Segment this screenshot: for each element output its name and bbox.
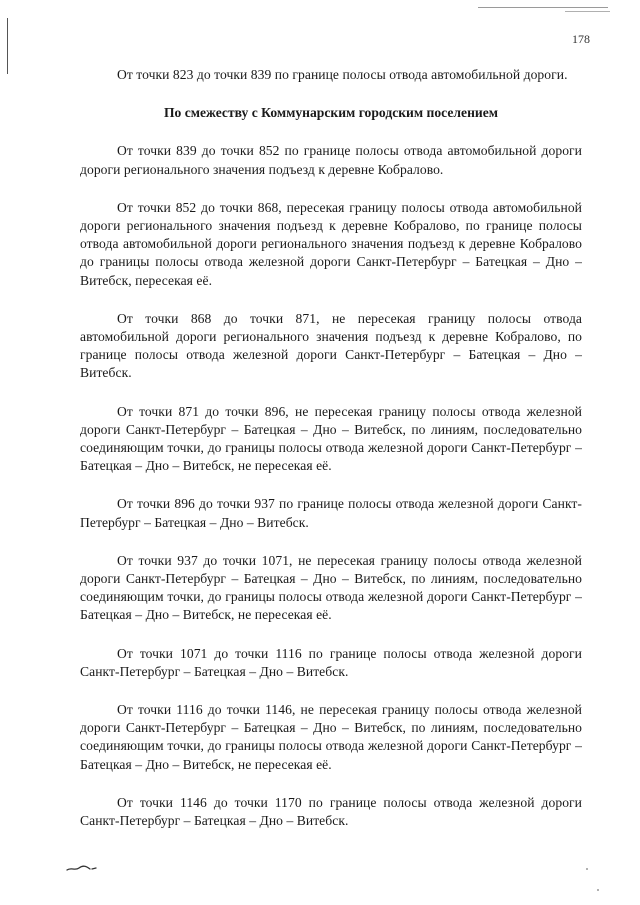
paragraph: От точки 871 до точки 896, не пересекая границу полосы отвода железной дороги Санкт-Петербург – Батецкая – Дно – Витебск, по линиям, последовательно соединяющим точки, до границы полосы отвода железной дороги Санкт-Петербург – Батецкая – Дно – Витебск, не пересекая её.: [80, 403, 582, 474]
scan-speck: [597, 889, 599, 891]
section-heading: По смежеству с Коммунарским городским поселением: [163, 105, 499, 121]
paragraph: От точки 1071 до точки 1116 по границе полосы отвода железной дороги Санкт-Петербург – Батецкая – Дно – Витебск.: [80, 645, 582, 679]
paragraph-intro: От точки 823 до точки 839 по границе полосы отвода автомобильной дороги.: [117, 67, 568, 82]
paragraph: От точки 868 до точки 871, не пересекая границу полосы отвода автомобильной дороги регионального значения подъезд к деревне Кобралово, по границе полосы отвода железной дороги Санкт-Петербург – Батецкая – Дно – Витебск.: [80, 310, 582, 381]
binding-margin-mark: [7, 18, 8, 74]
paragraph: От точки 937 до точки 1071, не пересекая границу полосы отвода железной дороги Санкт-Петербург – Батецкая – Дно – Витебск, по линиям, последовательно соединяющим точки, до границы полосы отвода железной дороги Санкт-Петербург – Батецкая – Дно – Витебск, не пересекая её.: [80, 552, 582, 623]
paragraph: От точки 839 до точки 852 по границе полосы отвода автомобильной дороги дороги регионального значения подъезд к деревне Кобралово.: [80, 143, 582, 177]
scan-edge-line: [478, 7, 608, 8]
paragraph: От точки 1116 до точки 1146, не пересекая границу полосы отвода железной дороги Санкт-Петербург – Батецкая – Дно – Витебск, по линиям, последовательно соединяющим точки, до границы полосы отвода железной дороги Санкт-Петербург – Батецкая – Дно – Витебск, не пересекая её.: [80, 702, 582, 772]
ink-scribble-mark: [66, 863, 106, 873]
scan-edge-line-short: [565, 11, 610, 12]
scan-speck: [586, 868, 588, 870]
paragraph: От точки 1146 до точки 1170 по границе полосы отвода железной дороги Санкт-Петербург – Батецкая – Дно – Витебск.: [80, 794, 582, 829]
page-number: 178: [572, 32, 590, 46]
document-body: [80, 66, 582, 850]
paragraph: От точки 896 до точки 937 по границе полосы отвода железной дороги Санкт-Петербург – Батецкая – Дно – Витебск.: [80, 496, 582, 530]
paragraph: От точки 852 до точки 868, пересекая границу полосы отвода автомобильной дороги регионального значения подъезд к деревне Кобралово, по границе полосы отвода автомобильной дороги регионального значения подъезд к деревне Кобралово до границы полосы отвода железной дороги Санкт-Петербург – Батецкая – Дно – Витебск, пересекая её.: [80, 199, 582, 288]
